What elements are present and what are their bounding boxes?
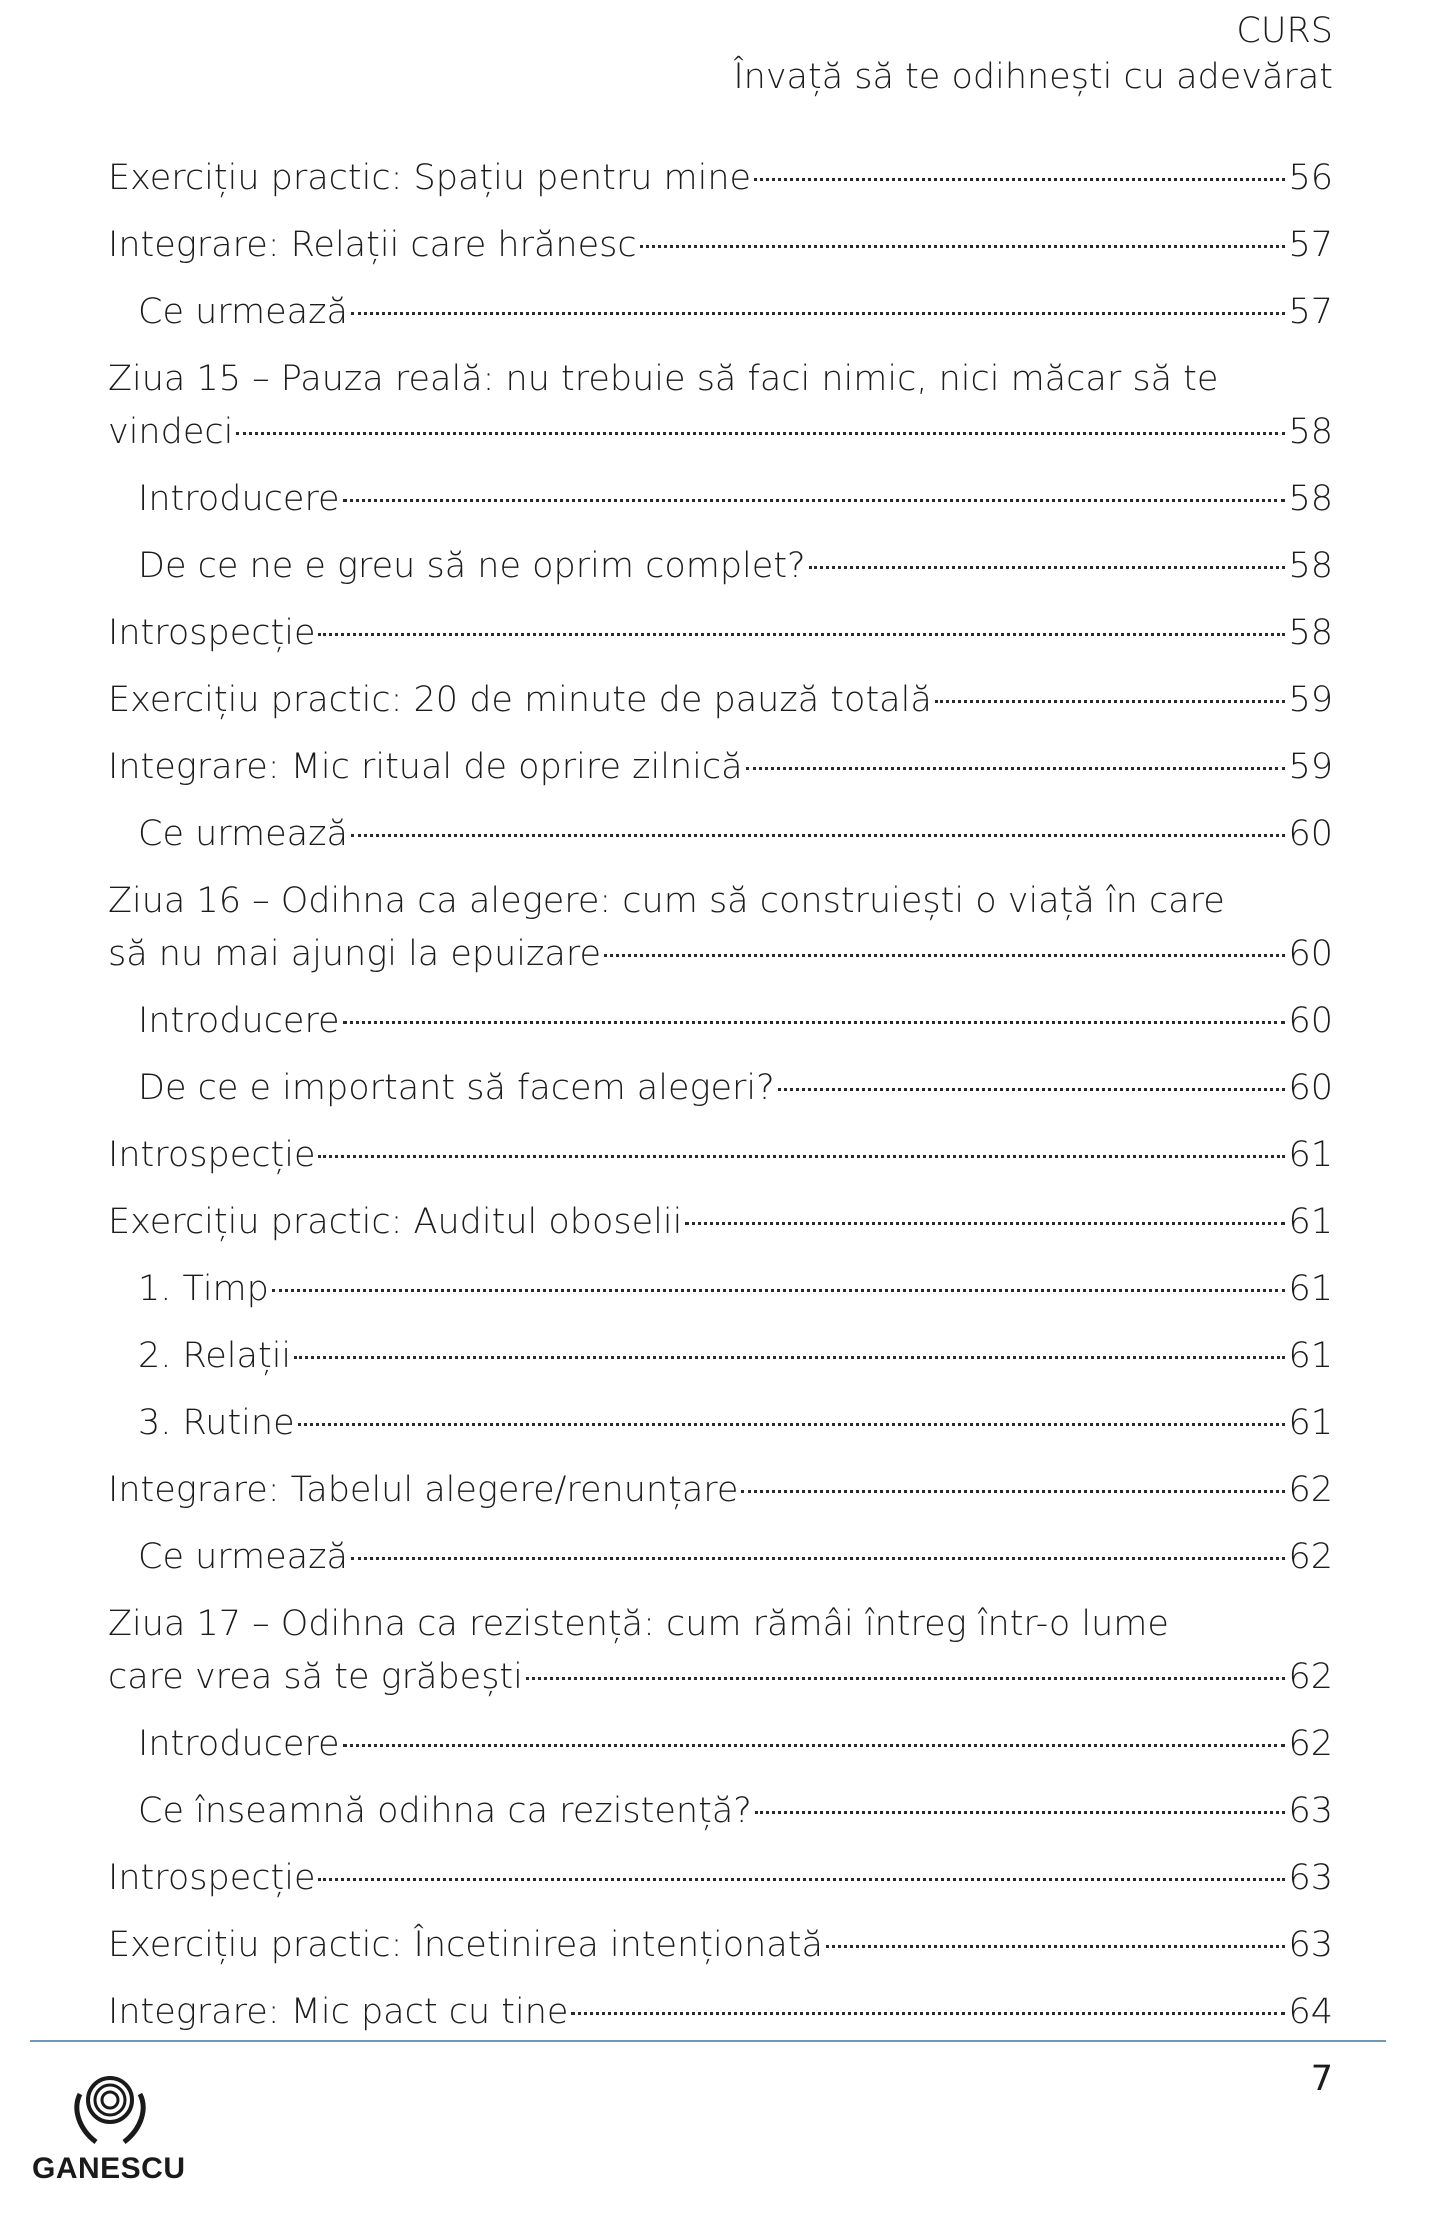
toc-entry[interactable] — [108, 1919, 1333, 1972]
toc-entry[interactable] — [108, 1464, 1333, 1517]
dot-leader — [571, 2012, 1285, 2015]
dot-leader — [351, 312, 1286, 315]
dot-leader — [318, 633, 1285, 636]
toc-entry-title: Ce urmează — [138, 292, 348, 332]
dot-leader — [236, 432, 1285, 435]
toc-entry[interactable] — [108, 1196, 1333, 1249]
toc-entry[interactable] — [108, 473, 1333, 526]
toc-entry-title: Introducere — [138, 1724, 340, 1764]
toc-entry-title: Introspecție — [108, 613, 316, 653]
toc-entry-title: să nu mai ajungi la epuizare — [108, 934, 602, 974]
toc-entry[interactable] — [108, 607, 1333, 660]
toc-entry[interactable] — [108, 1397, 1333, 1450]
toc-entry-title: Exercițiu practic: Spațiu pentru mine — [108, 158, 752, 198]
toc-entry-title-first-line: Ziua 17 – Odihna ca rezistență: cum rămâi întreg într-o lume — [108, 1604, 1169, 1644]
dot-leader — [604, 954, 1285, 957]
toc-entry[interactable] — [108, 741, 1333, 794]
toc-entry-page: 63 — [1288, 1925, 1333, 1965]
toc-entry-title: Integrare: Mic ritual de oprire zilnică — [108, 747, 743, 787]
dot-leader — [685, 1222, 1285, 1225]
dot-leader — [640, 245, 1286, 248]
toc-entry-page: 61 — [1288, 1336, 1333, 1376]
toc-entry-page: 58 — [1288, 613, 1333, 653]
toc-entry[interactable] — [108, 219, 1333, 272]
toc-entry[interactable] — [108, 1718, 1333, 1771]
toc-entry[interactable] — [108, 1531, 1333, 1584]
toc-entry[interactable] — [108, 1785, 1333, 1838]
running-header — [733, 8, 1333, 100]
toc-entry-page: 60 — [1288, 814, 1333, 854]
course-label: CURS — [1236, 11, 1333, 51]
dot-leader — [343, 499, 1286, 502]
toc-entry[interactable] — [108, 674, 1333, 727]
toc-entry[interactable] — [108, 152, 1333, 205]
toc-entry-title: 3. Rutine — [138, 1403, 295, 1443]
dot-leader — [741, 1490, 1285, 1493]
toc-entry[interactable] — [108, 1129, 1333, 1182]
dot-leader — [526, 1677, 1286, 1680]
dot-leader — [298, 1423, 1286, 1426]
toc-entry-page: 62 — [1288, 1537, 1333, 1577]
toc-entry-page: 61 — [1288, 1202, 1333, 1242]
toc-entry[interactable] — [108, 286, 1333, 339]
toc-entry-page: 58 — [1288, 479, 1333, 519]
toc-entry-title: Exercițiu practic: Încetinirea intenționată — [108, 1925, 823, 1965]
toc-entry-title: Introducere — [138, 1001, 340, 1041]
table-of-contents — [108, 152, 1333, 2053]
toc-entry-title: Introspecție — [108, 1135, 316, 1175]
toc-entry-title: Integrare: Tabelul alegere/renunțare — [108, 1470, 739, 1510]
toc-entry[interactable] — [108, 1986, 1333, 2039]
dot-leader — [343, 1021, 1286, 1024]
dot-leader — [294, 1356, 1285, 1359]
toc-entry-page: 59 — [1288, 747, 1333, 787]
toc-entry[interactable] — [108, 1062, 1333, 1115]
toc-entry-title: Ce înseamnă odihna ca rezistență? — [138, 1791, 752, 1831]
toc-entry-title: 1. Timp — [138, 1269, 269, 1309]
toc-entry-title: Introspecție — [108, 1858, 316, 1898]
toc-entry-page: 60 — [1288, 1068, 1333, 1108]
toc-entry[interactable] — [108, 995, 1333, 1048]
toc-entry-page: 63 — [1288, 1858, 1333, 1898]
toc-entry-page: 56 — [1288, 158, 1333, 198]
toc-entry[interactable] — [108, 875, 1333, 981]
toc-entry[interactable] — [108, 353, 1333, 459]
dot-leader — [351, 834, 1286, 837]
toc-entry[interactable] — [108, 1330, 1333, 1383]
toc-entry-page: 57 — [1288, 225, 1333, 265]
toc-entry-page: 60 — [1288, 1001, 1333, 1041]
toc-entry-page: 61 — [1288, 1135, 1333, 1175]
toc-entry[interactable] — [108, 1598, 1333, 1704]
toc-entry[interactable] — [108, 540, 1333, 593]
toc-entry-page: 62 — [1288, 1470, 1333, 1510]
toc-entry-title: vindeci — [108, 412, 234, 452]
toc-entry-title: Introducere — [138, 479, 340, 519]
toc-entry-page: 62 — [1288, 1724, 1333, 1764]
toc-entry[interactable] — [108, 1852, 1333, 1905]
toc-entry-title-first-line: Ziua 16 – Odihna ca alegere: cum să construiești o viață în care — [108, 881, 1225, 921]
page-number: 7 — [1310, 2059, 1333, 2099]
toc-entry-page: 61 — [1288, 1269, 1333, 1309]
toc-entry-title: 2. Relații — [138, 1336, 292, 1376]
dot-leader — [755, 1811, 1286, 1814]
course-title: Învață să te odihnești cu adevărat — [733, 57, 1333, 97]
dot-leader — [351, 1557, 1286, 1560]
footer-divider — [30, 2040, 1386, 2042]
dot-leader — [343, 1744, 1286, 1747]
dot-leader — [809, 566, 1286, 569]
toc-entry-title: Exercițiu practic: Auditul oboselii — [108, 1202, 683, 1242]
toc-entry-title: Exercițiu practic: 20 de minute de pauză totală — [108, 680, 932, 720]
dot-leader — [935, 700, 1286, 703]
toc-entry-title: Ce urmează — [138, 1537, 348, 1577]
dot-leader — [746, 767, 1286, 770]
dot-leader — [318, 1878, 1285, 1881]
toc-entry[interactable] — [108, 808, 1333, 861]
dot-leader — [826, 1945, 1286, 1948]
dot-leader — [272, 1289, 1286, 1292]
toc-entry-title: Integrare: Relații care hrănesc — [108, 225, 637, 265]
toc-entry-page: 63 — [1288, 1791, 1333, 1831]
dot-leader — [778, 1088, 1286, 1091]
toc-entry-title: Ce urmează — [138, 814, 348, 854]
toc-entry-page: 58 — [1288, 412, 1333, 452]
toc-entry-page: 58 — [1288, 546, 1333, 586]
toc-entry-page: 60 — [1288, 934, 1333, 974]
toc-entry-page: 59 — [1288, 680, 1333, 720]
dot-leader — [754, 178, 1285, 181]
toc-entry-title: De ce ne e greu să ne oprim complet? — [138, 546, 806, 586]
toc-entry-title: De ce e important să facem alegeri? — [138, 1068, 775, 1108]
toc-entry-page: 61 — [1288, 1403, 1333, 1443]
toc-entry-title: care vrea să te grăbești — [108, 1657, 523, 1697]
brand-name: GANESCU — [32, 2152, 186, 2185]
toc-entry[interactable] — [108, 1263, 1333, 1316]
toc-entry-title: Integrare: Mic pact cu tine — [108, 1992, 569, 2032]
toc-entry-page: 62 — [1288, 1657, 1333, 1697]
toc-entry-page: 64 — [1288, 1992, 1333, 2032]
toc-entry-page: 57 — [1288, 292, 1333, 332]
toc-entry-title-first-line: Ziua 15 – Pauza reală: nu trebuie să faci nimic, nici măcar să te — [108, 359, 1219, 399]
dot-leader — [318, 1155, 1285, 1158]
